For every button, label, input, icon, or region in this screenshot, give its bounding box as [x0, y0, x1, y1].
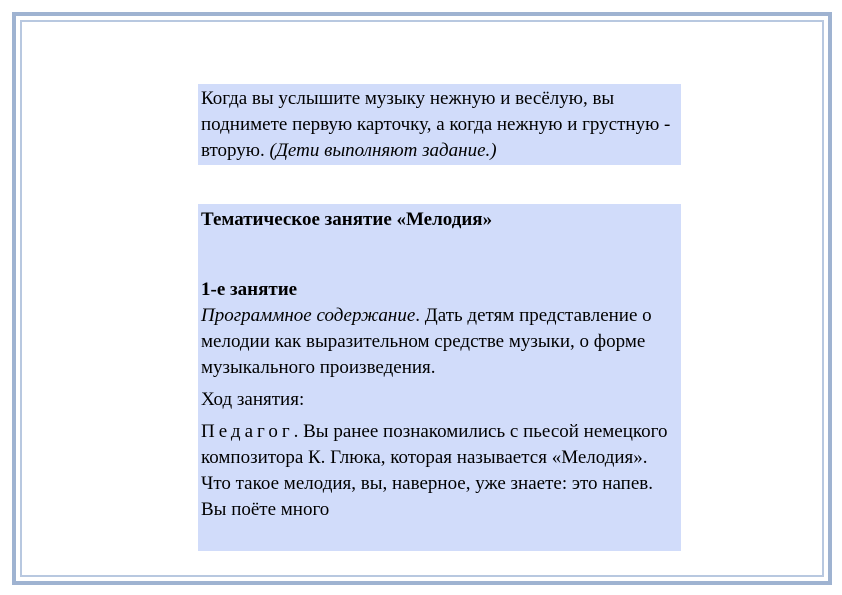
title-spacer: [201, 233, 678, 277]
program-label: Программное содержание: [201, 305, 416, 326]
teacher-text: . Вы ранее познакомились с пьесой немецкого композитора К. Глюка, которая называется «Мелодия». Что такое мелодия, вы, наверное, уже знаете: это напев. Вы поёте много: [201, 421, 668, 520]
program-text: . Дать детям представление о мелодии как выразительном средстве музыки, о форме музыкального произведения.: [201, 305, 652, 378]
lesson-title: Тематическое занятие «Мелодия»: [201, 209, 493, 230]
teacher-label: Педагог: [201, 421, 294, 442]
course-label: Ход занятия:: [201, 389, 305, 410]
intro-paragraph: [201, 86, 678, 164]
lesson-text-block: [198, 204, 681, 551]
session-heading: 1-е занятие: [201, 279, 298, 300]
teacher-paragraph: [201, 419, 678, 523]
intro-main-text: Когда вы услышите музыку нежную и весёлую, вы поднимете первую карточку, а когда нежную и грустную - вторую.: [201, 88, 671, 161]
intro-italic-note: (Дети выполняют задание.): [269, 140, 497, 161]
program-paragraph: [201, 303, 678, 381]
intro-text-block: [198, 84, 681, 165]
